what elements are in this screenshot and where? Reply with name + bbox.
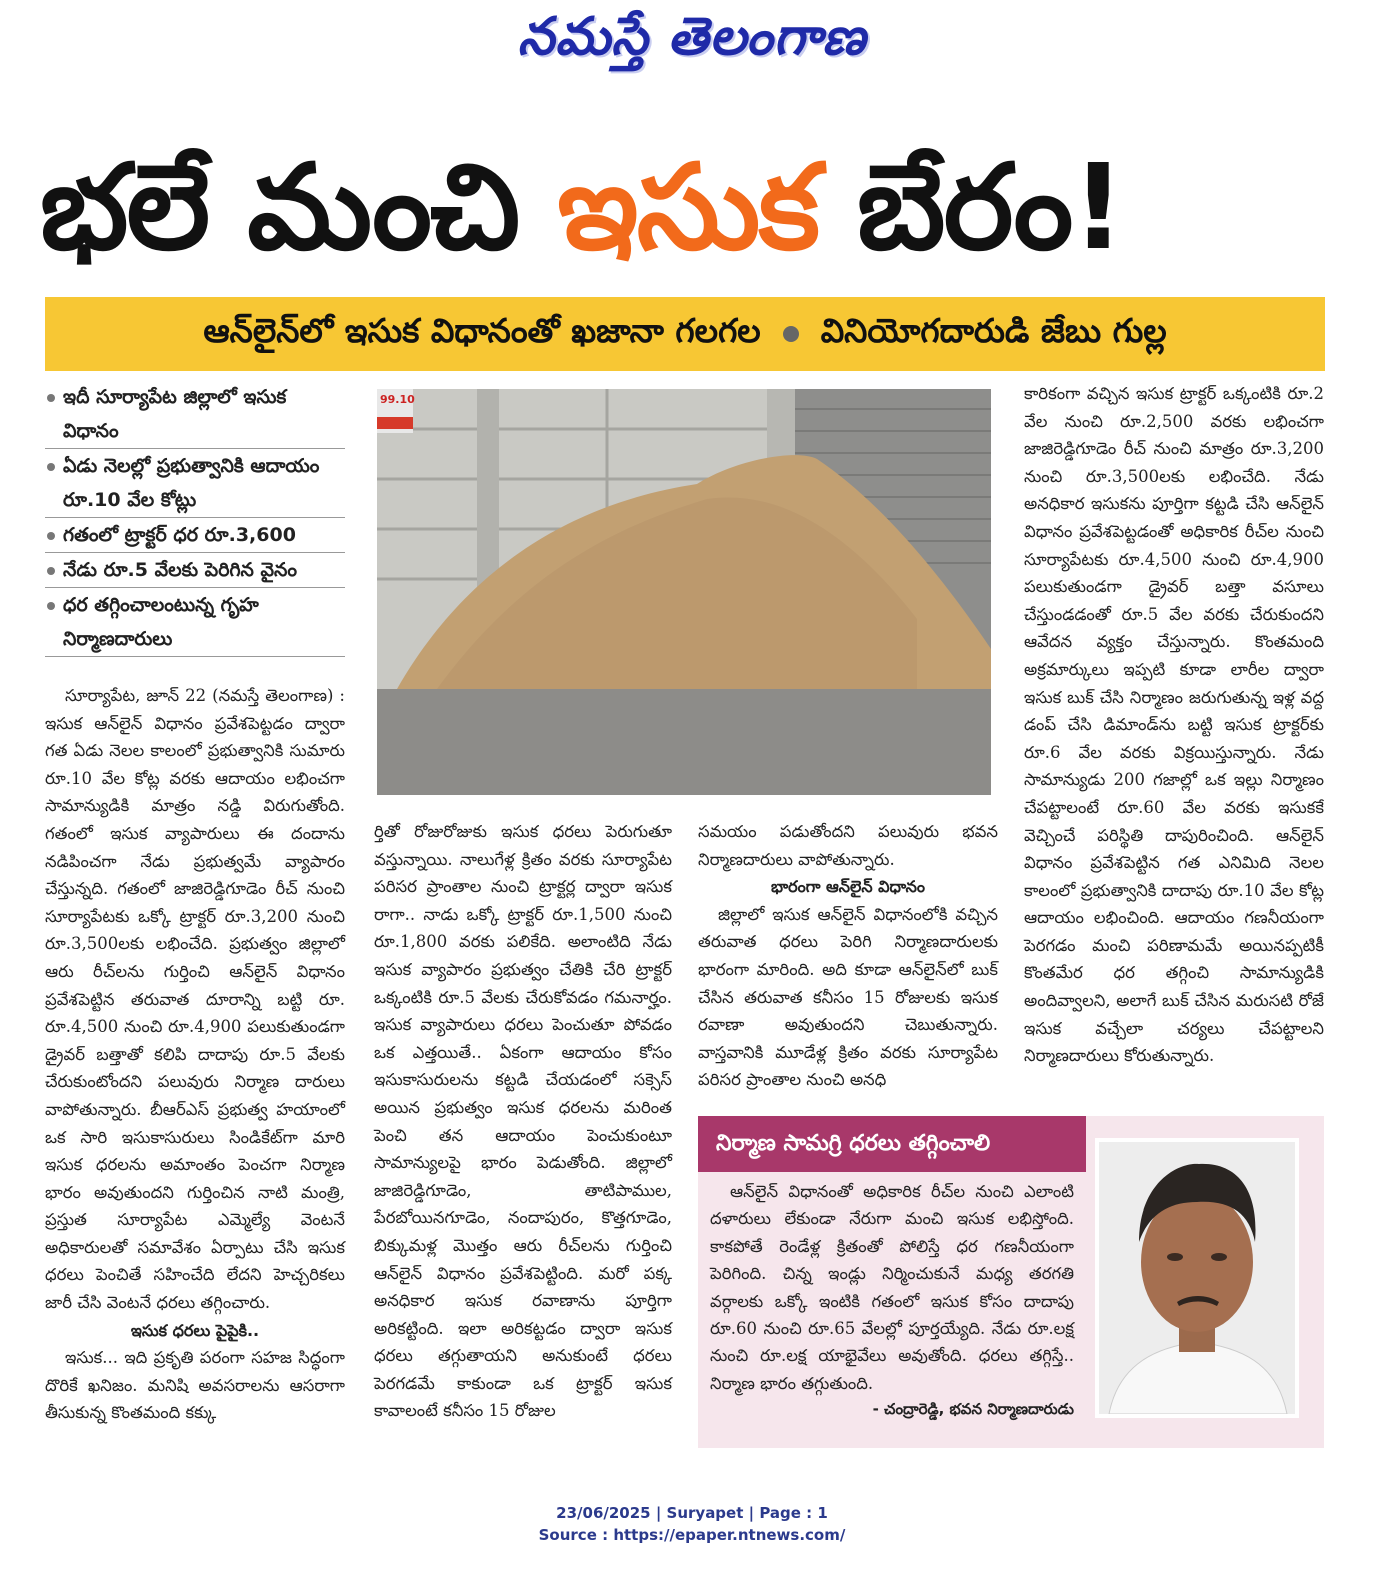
subheadline-right: వినియోగదారుడి జేబు గుల్ల [820, 310, 1167, 350]
sand-pile-photo [377, 389, 991, 795]
article-paragraph: ర్తితో రోజురోజుకు ఇసుక ధరలు పెరుగుతూ వస్తున్నాయి. నాలుగేళ్ల క్రితం వరకు సూర్యాపేట పరిసర ప్రాంతాల నుంచి ట్రాక్టర్ల ద్వారా ఇసుక రాగా.. నాడు ఒక్కో ట్రాక్టర్ రూ.1,500 నుంచి రూ.1,800 వరకు పలికేది. అలాంటిది నేడు ఇసుక వ్యాపారం ప్రభుత్వం చేతికి చేరి ట్రాక్టర్ ఒక్కంటికి రూ.5 వేలకు చేరుకోవడం గమనార్హం. ఇసుక వ్యాపారులు ధరలు పెంచుతూ పోవడం ఒక ఎత్తయితే.. ఏకంగా ఆదాయం కోసం ఇసుకాసురులను కట్టడి చేయడంలో సక్సెస్ అయిన ప్రభుత్వం ఇసుక ధరలను మరింత పెంచి తన ఆదాయం పెంచుకుంటూ సామాన్యులపై భారం పెడుతోంది. జిల్లాలో జాజిరెడ్డిగూడెం, తాటిపాముల, పేరబోయినగూడెం, నందాపురం, కొత్తగూడెం, బిక్కుమళ్ల మొత్తం ఆరు రీచ్‌లను గుర్తించి ఆన్‌లైన్ విధానం ప్రవేశపెట్టింది. మరో పక్క అనధికార ఇసుక రవాణాను పూర్తిగా అరికట్టింది. ఇలా అరికట్టడం ద్వారా ఇసుక ధరలు తగ్గుతాయని అనుకుంటే ధరలు పెరగడమే కాకుండా ఒక ట్రాక్టర్ ఇసుక కావాలంటే కనీసం 15 రోజుల [374, 822, 672, 1421]
footer [0, 1502, 1384, 1546]
quote-text: ఆన్‌లైన్ విధానంతో అధికారిక రీచ్‌ల నుంచి ఎలాంటి దళారులు లేకుండా నేరుగా మంచి ఇసుక లభిస్తోంది. కాకపోతే రెండేళ్ల క్రితంతో పోలిస్తే ధర గణనీయంగా పెరిగింది. చిన్న ఇండ్లు నిర్మించుకునే మధ్య తరగతి వర్గాలకు ఒక్కో ఇంటికి గతంలో ఇసుక కోసం దాదాపు రూ.60 నుంచి రూ.65 వేలల్లో పూర్తయ్యేది. నేడు రూ.లక్ష నుంచి రూ.లక్ష యాభైవేలు అవుతోంది. ధరలు తగ్గిస్తే.. నిర్మాణ భారం తగ్గుతుంది. [710, 1182, 1074, 1393]
quote-box-title: నిర్మాణ సామగ్రి ధరలు తగ్గించాలి [698, 1116, 1086, 1172]
article-paragraph: జిల్లాలో ఇసుక ఆన్‌లైన్ విధానంలోకి వచ్చిన తరువాత ధరలు పెరిగి నిర్మాణదారులకు భారంగా మారింది. అది కూడా ఆన్‌లైన్‌లో బుక్ చేసిన తరువాత కనీసం 15 రోజులకు ఇసుక రవాణా అవుతుందని చెబుతున్నారు. వాస్తవానికి మూడేళ్ల క్రితం వరకు సూర్యాపేట పరిసర ప్రాంతాల నుంచి అనధి [698, 904, 998, 1090]
subheadline-bar [45, 297, 1325, 371]
article-column-2 [374, 818, 672, 1425]
person-portrait [1095, 1138, 1299, 1418]
highlight-item: ఏడు నెలల్లో ప్రభుత్వానికి ఆదాయం రూ.10 వేల కోట్లు [45, 449, 345, 518]
photo-badge: 99.10 [380, 393, 415, 406]
bullet-dot-icon [783, 326, 799, 342]
quote-box-text [710, 1178, 1074, 1397]
headline-part1: భలే మంచి [40, 138, 558, 276]
headline-highlight: ఇసుక [557, 138, 818, 276]
article-column-3 [698, 818, 998, 1094]
highlight-item: ధర తగ్గించాలంటున్న గృహ నిర్మాణదారులు [45, 588, 345, 657]
headline-part2: బేరం! [817, 138, 1124, 276]
newspaper-logo: నమస్తే తెలంగాణ [517, 6, 867, 67]
article-column-1 [45, 682, 345, 1427]
quote-signature: - చంద్రారెడ్డి, భవన నిర్మాణదారుడు [872, 1400, 1074, 1418]
highlight-item: ఇదీ సూర్యాపేట జిల్లాలో ఇసుక విధానం [45, 380, 345, 449]
footer-date-edition: 23/06/2025 | Suryapet | Page : 1 [556, 1504, 828, 1522]
article-paragraph: ఇసుక... ఇది ప్రకృతి పరంగా సహజ సిద్ధంగా దొరికే ఖనిజం. మనిషి అవసరాలను ఆసరాగా తీసుకున్న కొంతమంది కక్కు [45, 1348, 345, 1423]
article-paragraph: సమయం పడుతోందని పలువురు భవన నిర్మాణదారులు వాపోతున్నారు. [698, 822, 998, 869]
highlights-list [45, 380, 345, 657]
article-column-4 [1024, 380, 1324, 1070]
article-subheading: ఇసుక ధరలు పైపైకి.. [130, 1320, 260, 1340]
subheadline-left: ఆన్‌లైన్‌లో ఇసుక విధానంతో ఖజానా గలగల [203, 310, 761, 350]
article-paragraph: సూర్యాపేట, జూన్ 22 (నమస్తే తెలంగాణ) : ఇసుక ఆన్‌లైన్ విధానం ప్రవేశపెట్టడం ద్వారా గత ఏడు నెలల కాలంలో ప్రభుత్వానికి సుమారు రూ.10 వేల కోట్ల వరకు ఆదాయం లభించగా సామాన్యుడికి మాత్రం నడ్డి విరుగుతోంది. గతంలో ఇసుక వ్యాపారులు ఈ దందాను నడిపించగా నేడు ప్రభుత్వమే వ్యాపారం చేస్తున్నది. గతంలో జాజిరెడ్డిగూడెం రీచ్ నుంచి సూర్యాపేటకు ఒక్కో ట్రాక్టర్ రూ.3,200 నుంచి రూ.3,500లకు లభించేది. ప్రభుత్వం జిల్లాలో ఆరు రీచ్‌లను గుర్తించి ఆన్‌లైన్ విధానం ప్రవేశపెట్టిన తరువాత దూరాన్ని బట్టి రూ. రూ.4,500 నుంచి రూ.4,900 పలుకుతుండగా డ్రైవర్ బత్తాతో కలిపి దాదాపు రూ.5 వేలకు చేరుకుంటోందని పలువురు నిర్మాణ దారులు వాపోతున్నారు. బీఆర్‌ఎస్ ప్రభుత్వ హయాంలో ఒక సారి ఇసుకాసురులు సిండికేట్‌గా మారి ఇసుక ధరలను అమాంతం పెంచగా నిర్మాణ భారం అవుతుందని గుర్తించిన నాటి మంత్రి, ప్రస్తుత సూర్యాపేట ఎమ్మెల్యే వెంటనే అధికారులతో సమావేశం ఏర్పాటు చేసి ఇసుక ధరలు పెంచితే సహించేది లేదని హెచ్చరికలు జారీ చేసి వెంటనే ధరలు తగ్గించారు. [45, 686, 345, 1313]
highlight-item: నేడు రూ.5 వేలకు పెరిగిన వైనం [45, 553, 345, 588]
footer-source: Source : https://epaper.ntnews.com/ [538, 1526, 846, 1544]
headline [40, 130, 1340, 285]
article-subheading: భారంగా ఆన్‌లైన్ విధానం [770, 877, 926, 897]
highlight-item: గతంలో ట్రాక్టర్ ధర రూ.3,600 [45, 518, 345, 553]
masthead [0, 0, 1384, 82]
article-paragraph: కారికంగా వచ్చిన ఇసుక ట్రాక్టర్ ఒక్కంటికి రూ.2 వేల నుంచి రూ.2,500 వరకు లభించగా జాజిరెడ్డిగూడెం రీచ్ నుంచి మాత్రం రూ.3,200 నుంచి రూ.3,500లకు లభించేది. నేడు అనధికార ఇసుకను పూర్తిగా కట్టడి చేసి ఆన్‌లైన్ విధానం ప్రవేశపెట్టడంతో అధికారిక రీచ్‌ల నుంచి సూర్యాపేటకు రూ.4,500 నుంచి రూ.4,900 పలుకుతుండగా డ్రైవర్ బత్తా వసూలు చేస్తుండడంతో రూ.5 వేల వరకు చేరుకుందని ఆవేదన వ్యక్తం చేస్తున్నారు. కొంతమంది అక్రమార్కులు ఇప్పటి కూడా లారీల ద్వారా ఇసుక బుక్ చేసి నిర్మాణం జరుగుతున్న ఇళ్ల వద్ద డంప్ చేసి డిమాండ్‌ను బట్టి ఇసుక ట్రాక్టర్‌కు రూ.6 వేల వరకు విక్రయిస్తున్నారు. నేడు సామాన్యుడు 200 గజాల్లో ఒక ఇల్లు నిర్మాణం చేపట్టాలంటే రూ.60 వేల వరకు ఇసుకకే వెచ్చించే పరిస్థితి దాపురించింది. ఆన్‌లైన్ విధానం ప్రవేశపెట్టిన గత ఎనిమిది నెలల కాలంలో ప్రభుత్వానికి దాదాపు రూ.10 వేల కోట్ల ఆదాయం లభించింది. ఆదాయం గణనీయంగా పెరగడం మంచి పరిణామమే అయినప్పటికీ కొంతమేర ధర తగ్గించి సామాన్యుడికి అందివ్వాలని, అలాగే బుక్ చేసిన మరుసటి రోజే ఇసుక వచ్చేలా చర్యలు చేపట్టాలని నిర్మాణదారులు కోరుతున్నారు. [1024, 384, 1324, 1066]
